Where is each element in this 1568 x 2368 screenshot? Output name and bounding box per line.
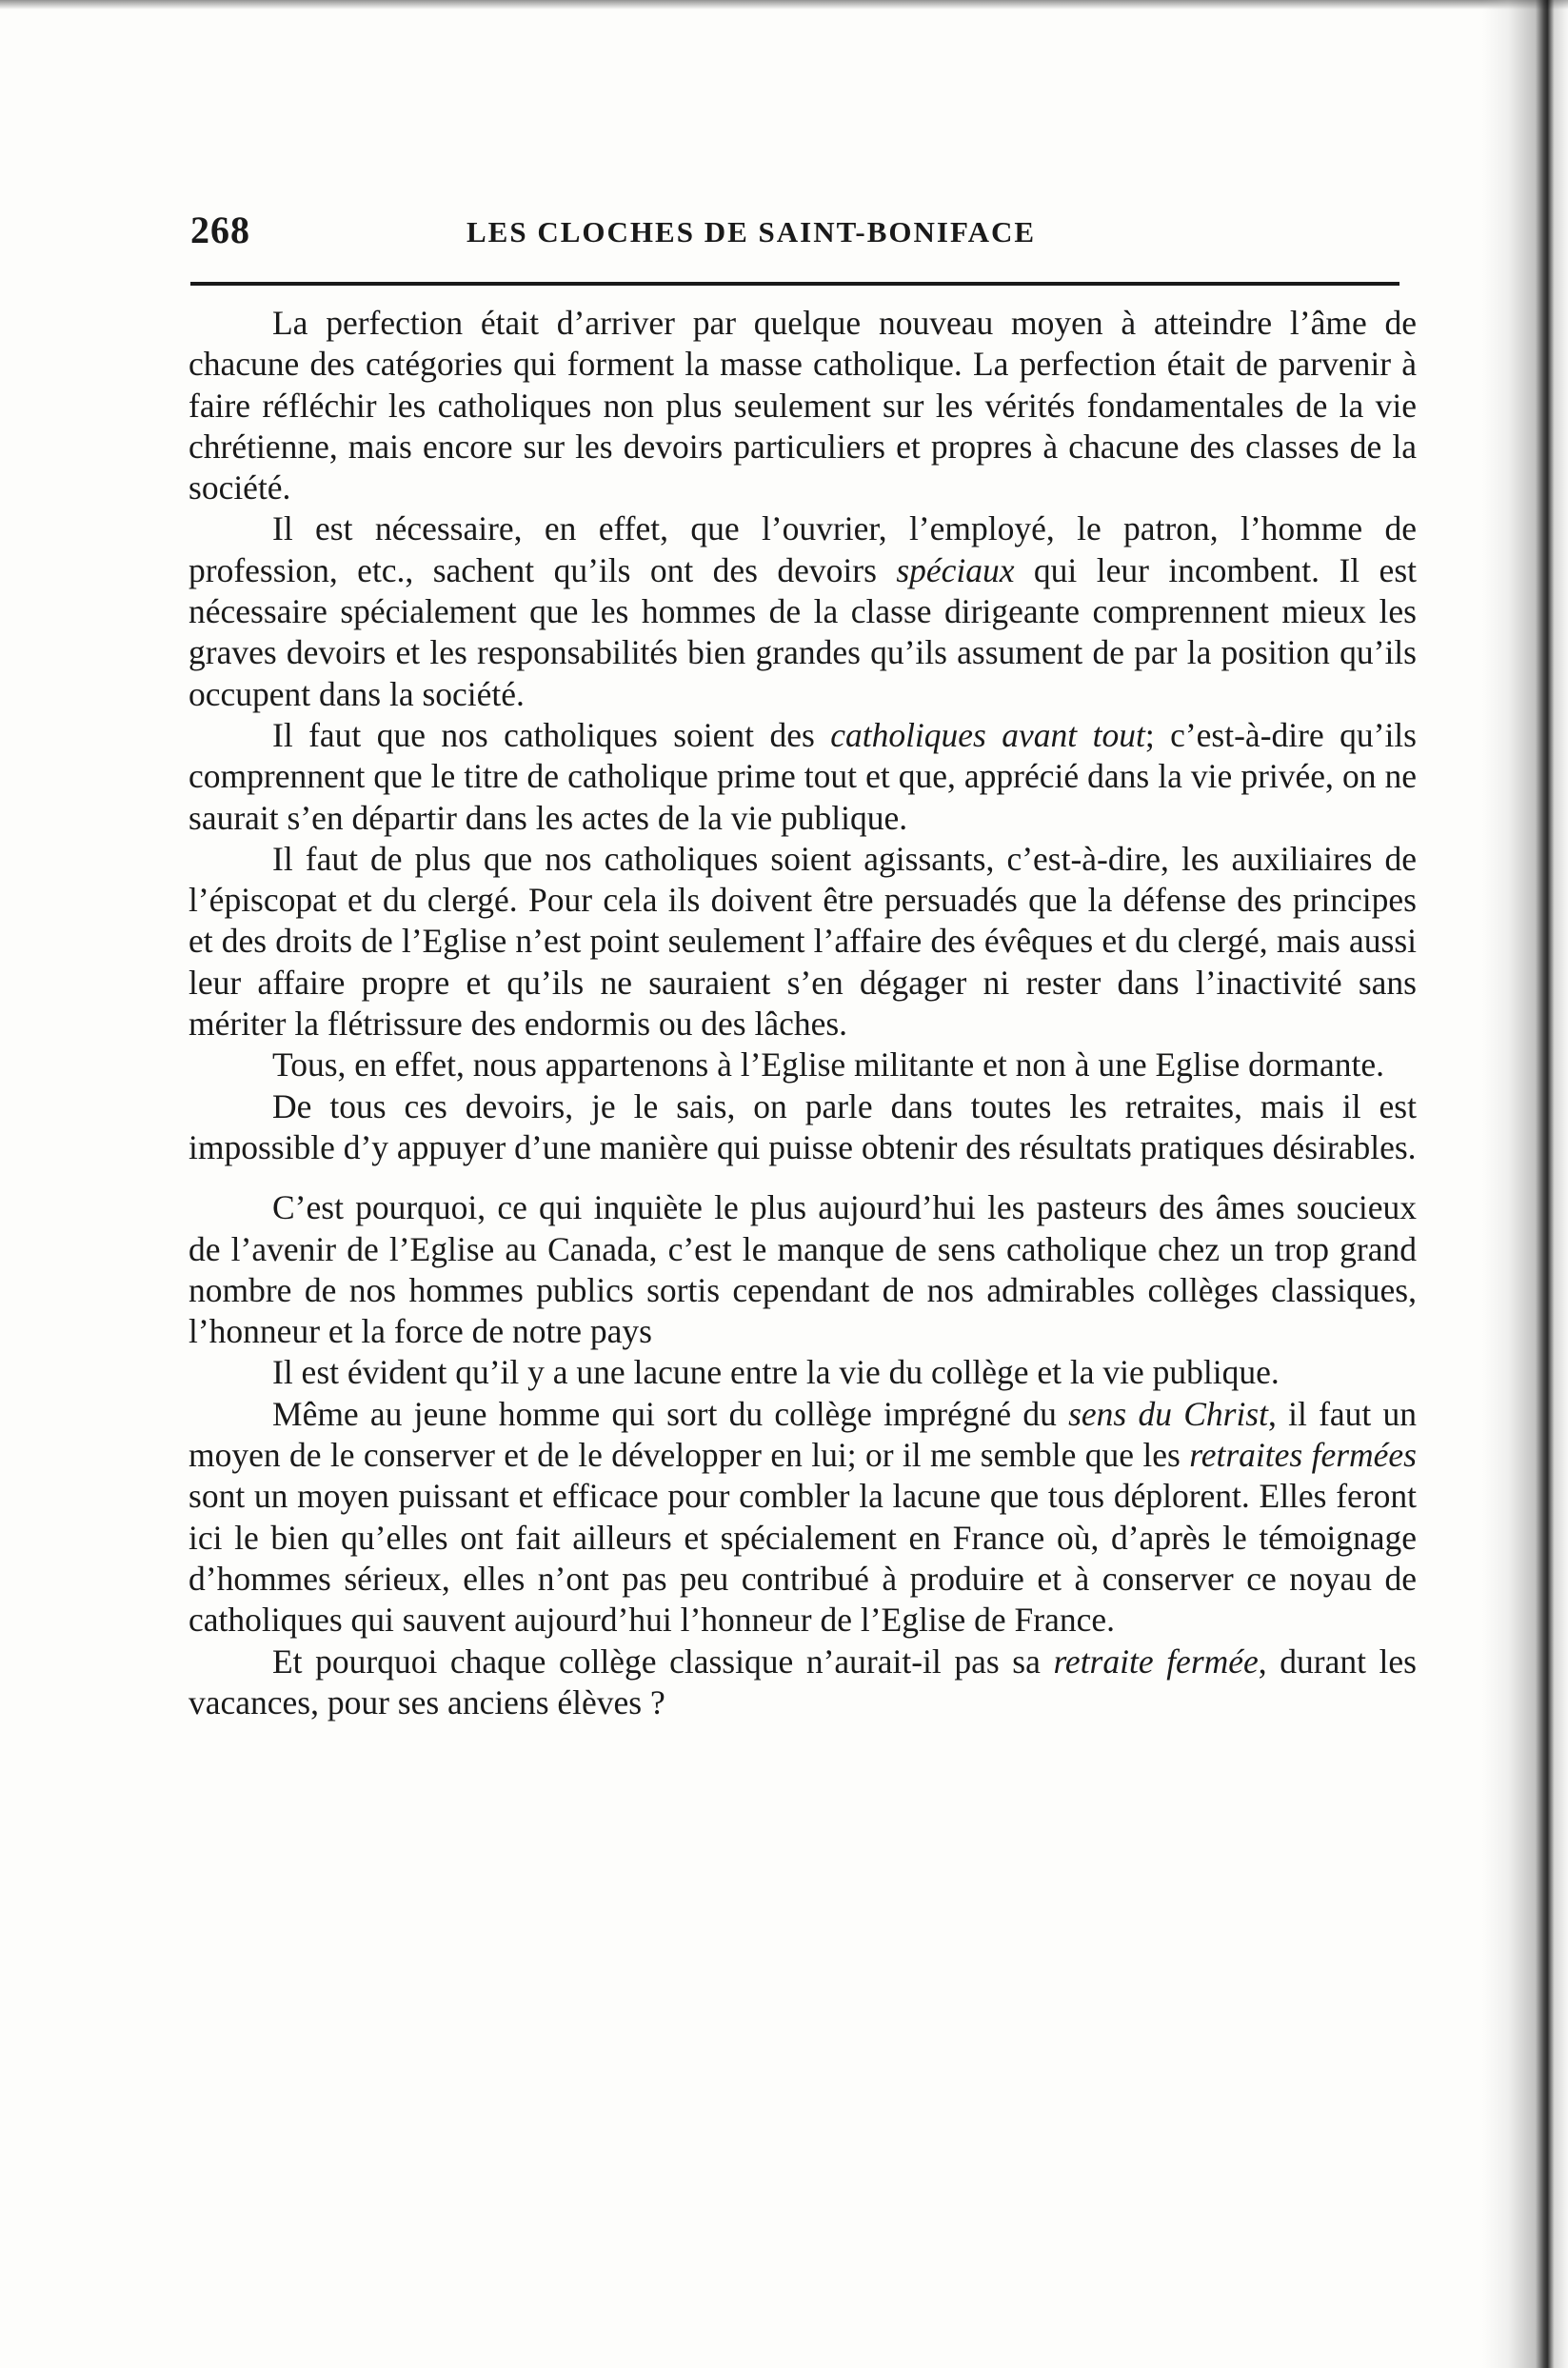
- paragraph: [189, 1086, 1417, 1169]
- text-run: Et pourquoi chaque collège classique n’aurait-il pas sa: [272, 1642, 1054, 1681]
- paragraph: [189, 1352, 1417, 1393]
- text-run: De tous ces devoirs, je le sais, on parle dans toutes les retraites, mais il est impossible d’y appuyer d’une manière qui puisse obtenir des résultats pratiques désirables.: [189, 1086, 1417, 1166]
- body-text: [189, 303, 1417, 1723]
- page-header: [190, 208, 1399, 265]
- text-run: Tous, en effet, nous appartenons à l’Eglise militante et non à une Eglise dormante.: [272, 1045, 1385, 1085]
- text-run: sont un moyen puissant et efficace pour combler la lacune que tous déplorent. Elles feront ici le bien qu’elles ont fait ailleurs et spécialement en France où, d’après le témoignage d’hommes sérieux, elles n’ont pas peu contribué à produire et à conserver ce noyau de catholiques qui sauvent aujourd’hui l’honneur de l’Eglise de France.: [189, 1477, 1417, 1640]
- italic-phrase: sens du Christ: [1068, 1394, 1268, 1433]
- text-run: qui leur incombent. Il est nécessaire spécialement que les hommes de la classe dirigeante comprennent mieux les graves devoirs et les responsabilités bien grandes qu’ils assument de par la position qu’ils occupent dans la société.: [189, 550, 1417, 713]
- paragraph: [189, 303, 1417, 508]
- text-run: Il est nécessaire, en effet, que l’ouvrier, l’employé, le patron, l’homme de profession, etc., sachent qu’ils ont des devoirs: [189, 509, 1417, 589]
- paragraph: [189, 1642, 1417, 1724]
- paragraph: [189, 1187, 1417, 1352]
- header-rule: [190, 282, 1399, 286]
- paragraph: [189, 508, 1417, 714]
- page-number: 268: [190, 209, 250, 251]
- italic-phrase: retraites fermées: [1189, 1436, 1417, 1475]
- italic-phrase: retraite fermée: [1053, 1642, 1259, 1681]
- text-run: La perfection était d’arriver par quelque nouveau moyen à atteindre l’âme de chacune des catégories qui forment la masse catholique. La perfection était de parvenir à faire réfléchir les catholiques non plus seulement sur les vérités fondamentales de la vie chrétienne, mais encore sur les devoirs particuliers et propres à chacune des classes de la société.: [189, 304, 1417, 507]
- paragraph: [189, 1045, 1417, 1085]
- text-run: Il faut que nos catholiques soient des: [272, 715, 831, 754]
- italic-phrase: spéciaux: [896, 550, 1015, 589]
- paragraph: [189, 715, 1417, 839]
- text-run: , il faut un moyen de le conserver et de le développer en lui; or il me semble que les: [189, 1394, 1418, 1475]
- italic-phrase: catholiques avant tout: [830, 715, 1145, 754]
- text-run: , durant les vacances, pour ses anciens élèves ?: [189, 1642, 1417, 1721]
- binding-edge: [1482, 0, 1568, 2368]
- paragraph: [189, 1394, 1417, 1642]
- text-run: Il est évident qu’il y a une lacune entre la vie du collège et la vie publique.: [272, 1353, 1280, 1392]
- text-run: Même au jeune homme qui sort du collège imprégné du: [272, 1394, 1069, 1433]
- running-title: LES CLOCHES DE SAINT-BONIFACE: [466, 215, 1037, 249]
- text-run: C’est pourquoi, ce qui inquiète le plus aujourd’hui les pasteurs des âmes soucieux de l’avenir de l’Eglise au Canada, c’est le manque de sens catholique chez un trop grand nombre de nos hommes publics sortis cependant de nos admirables collèges classiques, l’honneur et la force de notre pays: [189, 1188, 1417, 1351]
- text-run: ; c’est-à-dire qu’ils comprennent que le titre de catholique prime tout et que, apprécié dans la vie privée, on ne saurait s’en départir dans les actes de la vie publique.: [189, 715, 1417, 837]
- paragraph: [189, 839, 1417, 1045]
- text-run: Il faut de plus que nos catholiques soient agissants, c’est-à-dire, les auxiliaires de l’épiscopat et du clergé. Pour cela ils doivent être persuadés que la défense des principes et des droits de l’Eglise n’est point seulement l’affaire des évêques et du clergé, mais aussi leur affaire propre et qu’ils ne sauraient s’en dégager ni rester dans l’inactivité sans mériter la flétrissure des endormis ou des lâches.: [189, 839, 1417, 1044]
- page-top-edge: [0, 0, 1568, 10]
